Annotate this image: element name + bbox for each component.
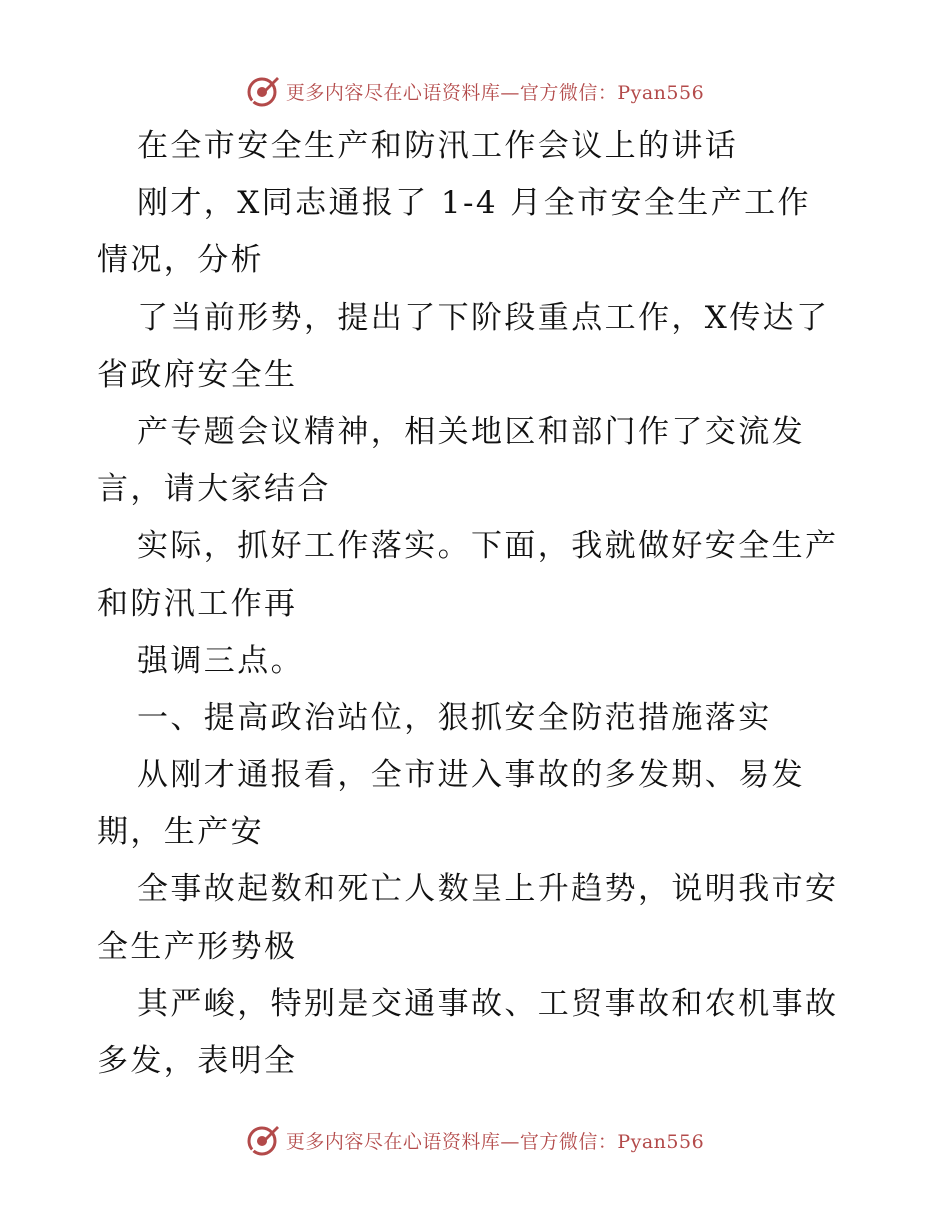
text-line: 了当前形势，提出了下阶段重点工作，X传达了 [137, 299, 830, 336]
text-line: 全生产形势极 [97, 928, 298, 965]
footer-watermark [0, 1120, 950, 1160]
text-line: 情况，分析 [97, 242, 264, 279]
text-line: 产专题会议精神，相关地区和部门作了交流发 [137, 413, 805, 450]
text-line: 其严峻，特别是交通事故、工贸事故和农机事故 [137, 985, 839, 1022]
watermark-text: 更多内容尽在心语资料库—官方微信：Pyan556 [285, 1130, 705, 1153]
text-line: 强调三点。 [137, 642, 304, 679]
text-line: 从刚才通报看，全市进入事故的多发期、易发 [137, 757, 805, 794]
text-line: 刚才，X同志通报了 1-4 月全市安全生产工作 [137, 185, 811, 222]
pen-logo-icon [246, 74, 280, 108]
text-line: 一、提高政治站位，狠抓安全防范措施落实 [137, 699, 772, 736]
text-line: 多发，表明全 [97, 1043, 298, 1079]
text-line: 言，请大家结合 [97, 471, 331, 508]
document-body [97, 118, 857, 1090]
text-line: 实际，抓好工作落实。下面，我就做好安全生产 [137, 528, 839, 565]
text-line: 和防汛工作再 [97, 585, 298, 622]
pen-logo-icon [246, 1123, 280, 1157]
watermark-text: 更多内容尽在心语资料库—官方微信：Pyan556 [285, 81, 705, 104]
header-watermark [0, 71, 950, 111]
text-line: 在全市安全生产和防汛工作会议上的讲话 [137, 128, 739, 164]
text-line: 全事故起数和死亡人数呈上升趋势，说明我市安 [137, 871, 839, 908]
text-line: 期，生产安 [97, 814, 264, 851]
text-line: 省政府安全生 [97, 356, 298, 393]
